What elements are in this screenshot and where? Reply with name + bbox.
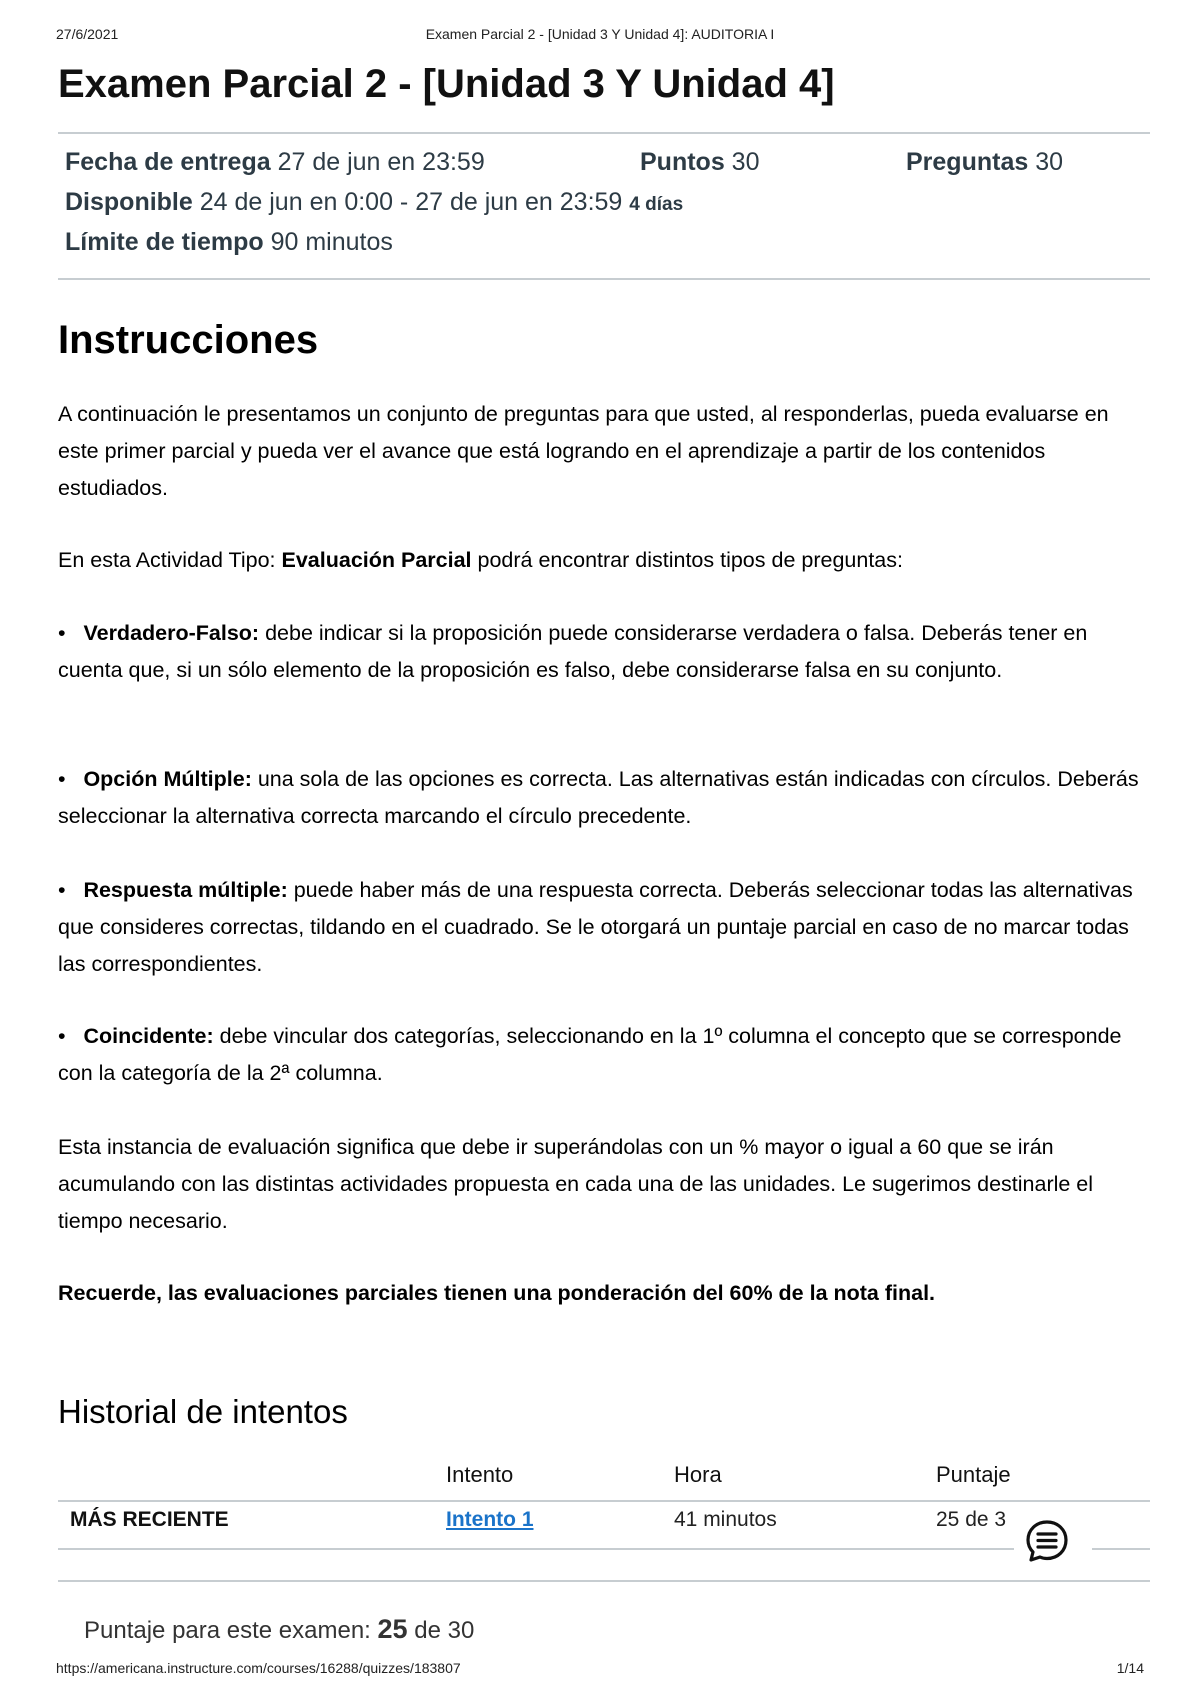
- question-type-item: • Respuesta múltiple: puede haber más de una respuesta correcta. Deberás seleccionar todas las alternativas que consideres correctas, tildando en el cuadrado. Se le otorgará un puntaje parcial en caso de no marcar todas las correspondientes.: [58, 878, 1133, 976]
- question-type-item: • Coincidente: debe vincular dos categorías, seleccionando en la 1º columna el concepto que se corresponde con la categoría de la 2ª columna.: [58, 1024, 1122, 1085]
- bullet: •: [58, 621, 66, 645]
- questions-label: Preguntas: [906, 148, 1029, 176]
- points-value: 30: [731, 148, 760, 176]
- instance-text: Esta instancia de evaluación significa que debe ir superándolas con un % mayor o igual a 60 que se irán acumulando con las distintas actividades propuesta en cada una de las unidades. Le sugerimos destinarle el tiempo necesario.: [58, 1135, 1094, 1233]
- table-row-rule: [1092, 1548, 1150, 1550]
- print-date: 27/6/2021: [56, 26, 119, 42]
- column-header-score: Puntaje: [936, 1462, 1011, 1487]
- due-date-row: [65, 148, 485, 177]
- bullet: •: [58, 878, 66, 902]
- print-footer: [56, 1660, 1144, 1680]
- weighting-reminder: Recuerde, las evaluaciones parciales tienen una ponderación del 60% de la nota final.: [58, 1281, 936, 1305]
- available-days: 4 días: [629, 194, 684, 215]
- divider: [58, 278, 1150, 280]
- due-label: Fecha de entrega: [65, 148, 271, 176]
- due-value: 27 de jun en 23:59: [277, 148, 485, 176]
- chat-bubble-icon: [1023, 1517, 1071, 1565]
- table-header-rule: [58, 1500, 1150, 1502]
- column-header-attempt: Intento: [446, 1462, 514, 1487]
- most-recent-label: MÁS RECIENTE: [70, 1508, 229, 1531]
- instructions-intro: A continuación le presentamos un conjunto de preguntas para que usted, al responderlas, pueda evaluarse en este primer parcial y pueda ver el avance que está logrando en el aprendizaje a partir de los contenidos estudiados.: [58, 402, 1109, 500]
- attempt-score: 25 de 3: [936, 1508, 1007, 1531]
- print-url: https://americana.instructure.com/courses/16288/quizzes/183807: [56, 1660, 461, 1676]
- available-label: Disponible: [65, 188, 193, 216]
- print-header: [56, 26, 1144, 46]
- question-type-item: • Verdadero-Falso: debe indicar si la proposición puede considerarse verdadera o falsa. Deberás tener en cuenta que, si un sólo elemento de la proposición es falso, debe considerarse falsa en su conjunto.: [58, 621, 1088, 682]
- bullet: •: [58, 1024, 66, 1048]
- table-row-rule: [58, 1548, 1014, 1550]
- chat-button[interactable]: [1018, 1512, 1076, 1570]
- points-label: Puntos: [640, 148, 725, 176]
- attempt-time: 41 minutos: [674, 1508, 777, 1531]
- points-row: [640, 148, 759, 177]
- questions-value: 30: [1035, 148, 1064, 176]
- print-page-number: 1/14: [1116, 1660, 1144, 1676]
- attempt-link[interactable]: Intento 1: [446, 1508, 534, 1531]
- column-header-time: Hora: [674, 1462, 722, 1487]
- quiz-score-summary: Puntaje para este examen: 25 de 30: [84, 1614, 475, 1644]
- print-title: Examen Parcial 2 - [Unidad 3 Y Unidad 4]: AUDITORIA I: [425, 26, 775, 42]
- bullet: •: [58, 767, 66, 791]
- table-bottom-rule: [58, 1580, 1150, 1582]
- time-limit-row: [65, 228, 393, 257]
- questions-row: [906, 148, 1063, 177]
- activity-type-name: Evaluación Parcial: [281, 548, 472, 572]
- activity-type: En esta Actividad Tipo: Evaluación Parcial podrá encontrar distintos tipos de preguntas:: [58, 548, 903, 572]
- question-type-item: • Opción Múltiple: una sola de las opciones es correcta. Las alternativas están indicadas con círculos. Deberás seleccionar la alternativa correcta marcando el círculo precedente.: [58, 767, 1139, 828]
- available-value: 24 de jun en 0:00 - 27 de jun en 23:59: [199, 188, 623, 216]
- time-limit-value: 90 minutos: [270, 228, 393, 256]
- attempt-history-heading: Historial de intentos: [58, 1393, 348, 1430]
- quiz-score: 25: [377, 1614, 408, 1644]
- time-limit-label: Límite de tiempo: [65, 228, 264, 256]
- page-title: Examen Parcial 2 - [Unidad 3 Y Unidad 4]: [58, 62, 835, 106]
- divider: [58, 132, 1150, 134]
- instructions-heading: Instrucciones: [58, 318, 319, 362]
- available-row: [65, 188, 683, 217]
